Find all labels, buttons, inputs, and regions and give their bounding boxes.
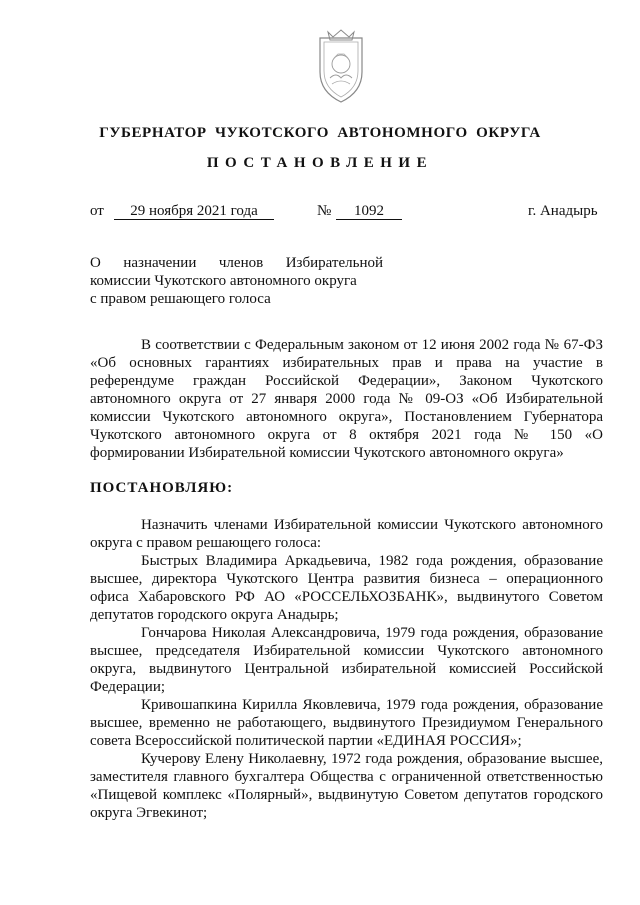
decree-subject (90, 254, 383, 308)
clause-paragraph: Кривошапкина Кирилла Яковлевича, 1979 года рождения, образование высшее, временно не работающего, выдвинутого Президиумом Генерального совета Всероссийской политической партии «ЕДИНАЯ РОССИЯ»; (90, 697, 603, 749)
clause-paragraph: Кучерову Елену Николаевну, 1972 года рождения, образование высшее, заместителя главного бухгалтера Общества с ограниченной ответственностью «Пищевой комплекс «Полярный», выдвинутую Советом депутатов городского округа Эгвекинот; (90, 751, 603, 821)
authority-title: ГУБЕРНАТОР ЧУКОТСКОГО АВТОНОМНОГО ОКРУГА (99, 125, 541, 141)
subject-line: О назначении членов Избирательной (90, 255, 383, 271)
date-prefix: от (90, 203, 104, 219)
preamble-block (90, 336, 603, 462)
preamble-paragraph: В соответствии с Федеральным законом от 12 июня 2002 года № 67-ФЗ «Об основных гарантиях избирательных прав и права на участие в референдуме граждан Российской Федерации», Законом Чукотского автономного округа от 27 января 2000 года № 09-ОЗ «Об Избирательной комиссии Чукотского автономного округа», Постановлением Губернатора Чукотского автономного округа от 8 октября 2021 года № 150 «О формировании Избирательной комиссии Чукотского автономного округа» (90, 337, 603, 461)
document-type-title: ПОСТАНОВЛЕНИЕ (206, 155, 434, 171)
clause-paragraph: Назначить членами Избирательной комиссии Чукотского автономного округа с правом решающего голоса: (90, 517, 603, 551)
clause-paragraph: Гончарова Николая Александровича, 1979 года рождения, образование высшее, председателя Избирательной комиссии Чукотского автономного округа, выдвинутого Центральной избирательной комиссией Российской Федерации; (90, 625, 603, 695)
decree-date: 29 ноября 2021 года (114, 203, 274, 220)
decree-number: 1092 (336, 203, 402, 220)
subject-line: с правом решающего голоса (90, 291, 271, 307)
city: г. Анадырь (528, 203, 598, 219)
coat-of-arms-icon (306, 28, 376, 108)
clause-paragraph: Быстрых Владимира Аркадьевича, 1982 года рождения, образование высшее, директора Чукотского Центра развития бизнеса – операционного офиса Хабаровского РФ АО «РОССЕЛЬХОЗБАНК», выдвинутого Советом депутатов городского округа Анадырь; (90, 553, 603, 623)
subject-line: комиссии Чукотского автономного округа (90, 273, 357, 289)
resolve-heading: ПОСТАНОВЛЯЮ: (90, 480, 234, 496)
clauses-block (90, 516, 603, 822)
number-sign: № (317, 203, 332, 219)
